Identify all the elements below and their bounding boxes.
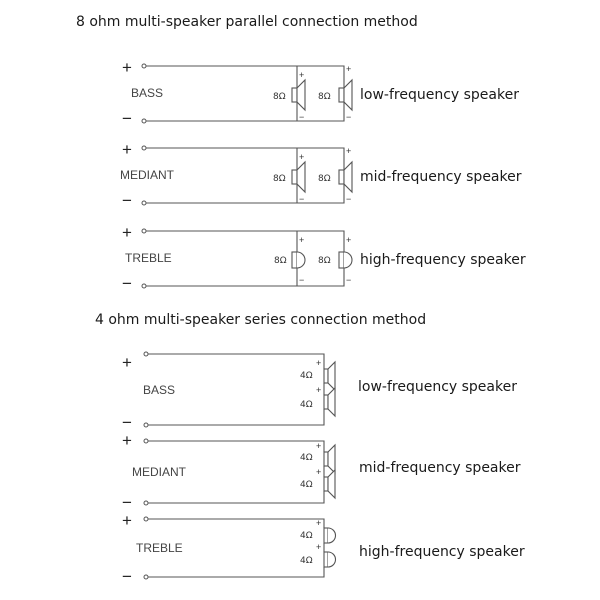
negative-terminal-label: −: [122, 109, 132, 128]
cone-speaker-icon: [324, 470, 335, 498]
positive-wire: [146, 231, 344, 248]
band-label-mediant: MEDIANT: [120, 168, 174, 182]
band-label-bass: BASS: [143, 383, 176, 397]
speaker-description: mid-frequency speaker: [359, 460, 521, 476]
impedance-label: 8Ω: [273, 174, 286, 184]
band-label-bass: BASS: [131, 86, 164, 100]
positive-terminal: [142, 146, 146, 150]
polarity-minus: −: [346, 194, 352, 204]
polarity-minus: −: [299, 275, 305, 285]
cone-speaker-icon: [324, 445, 335, 473]
polarity-plus: +: [299, 152, 305, 162]
speaker-description: low-frequency speaker: [360, 87, 519, 103]
negative-terminal: [142, 119, 146, 123]
cone-speaker-icon: [324, 362, 335, 390]
impedance-label: 8Ω: [274, 256, 287, 266]
series-title: 4 ohm multi-speaker series connection method: [95, 312, 427, 328]
polarity-plus: +: [299, 235, 305, 245]
cone-speaker-icon: [339, 80, 352, 110]
negative-terminal: [142, 284, 146, 288]
polarity-plus: +: [316, 542, 322, 552]
polarity-minus: −: [299, 112, 305, 122]
negative-terminal-label: −: [122, 274, 132, 293]
cone-speaker-icon: [292, 162, 305, 192]
polarity-minus: −: [346, 112, 352, 122]
negative-terminal: [144, 575, 148, 579]
positive-terminal-label: +: [122, 431, 132, 450]
cone-speaker-icon: [292, 80, 305, 110]
impedance-label: 8Ω: [318, 256, 331, 266]
negative-wire: [146, 108, 344, 121]
polarity-plus: +: [346, 64, 352, 74]
positive-wire: [146, 148, 344, 164]
negative-terminal: [144, 501, 148, 505]
parallel-row-treble: [122, 223, 526, 293]
speaker-description: high-frequency speaker: [359, 544, 525, 560]
band-label-mediant: MEDIANT: [132, 465, 186, 479]
polarity-plus: +: [316, 441, 322, 451]
polarity-plus: +: [316, 385, 322, 395]
positive-wire: [146, 66, 344, 82]
parallel-row-bass: [122, 58, 519, 128]
series-row-mediant: [122, 431, 521, 512]
dome-tweeter-icon: [339, 248, 352, 272]
polarity-minus: −: [346, 275, 352, 285]
positive-terminal: [144, 439, 148, 443]
polarity-plus: +: [346, 235, 352, 245]
negative-terminal-label: −: [122, 493, 132, 512]
impedance-label: 4Ω: [300, 531, 313, 541]
dome-tweeter-icon: [324, 528, 336, 543]
cone-speaker-icon: [324, 388, 335, 416]
positive-terminal-label: +: [122, 511, 132, 530]
parallel-row-mediant: [120, 140, 522, 210]
dome-tweeter-icon: [292, 248, 305, 272]
positive-terminal: [144, 517, 148, 521]
dome-tweeter-icon: [324, 552, 336, 567]
polarity-plus: +: [316, 467, 322, 477]
series-row-bass: [122, 352, 517, 432]
band-label-treble: TREBLE: [125, 251, 172, 265]
speaker-description: low-frequency speaker: [358, 379, 517, 395]
impedance-label: 8Ω: [273, 92, 286, 102]
speaker-description: mid-frequency speaker: [360, 169, 522, 185]
negative-terminal-label: −: [122, 413, 132, 432]
positive-terminal: [144, 352, 148, 356]
cone-speaker-icon: [339, 162, 352, 192]
impedance-label: 8Ω: [318, 92, 331, 102]
positive-terminal-label: +: [122, 140, 132, 159]
impedance-label: 4Ω: [300, 400, 313, 410]
series-row-treble: [122, 511, 525, 586]
polarity-plus: +: [299, 70, 305, 80]
polarity-plus: +: [346, 146, 352, 156]
parallel-title: 8 ohm multi-speaker parallel connection method: [76, 14, 418, 30]
impedance-label: 4Ω: [300, 480, 313, 490]
band-label-treble: TREBLE: [136, 541, 183, 555]
impedance-label: 8Ω: [318, 174, 331, 184]
polarity-plus: +: [316, 518, 322, 528]
positive-terminal: [142, 64, 146, 68]
impedance-label: 4Ω: [300, 453, 313, 463]
positive-terminal-label: +: [122, 223, 132, 242]
negative-terminal: [144, 423, 148, 427]
positive-terminal-label: +: [122, 353, 132, 372]
speaker-description: high-frequency speaker: [360, 252, 526, 268]
impedance-label: 4Ω: [300, 371, 313, 381]
polarity-minus: −: [299, 194, 305, 204]
negative-wire: [146, 190, 344, 203]
negative-terminal-label: −: [122, 567, 132, 586]
impedance-label: 4Ω: [300, 556, 313, 566]
polarity-plus: +: [316, 358, 322, 368]
negative-terminal: [142, 201, 146, 205]
negative-wire: [146, 272, 344, 286]
negative-terminal-label: −: [122, 191, 132, 210]
positive-terminal: [142, 229, 146, 233]
positive-terminal-label: +: [122, 58, 132, 77]
